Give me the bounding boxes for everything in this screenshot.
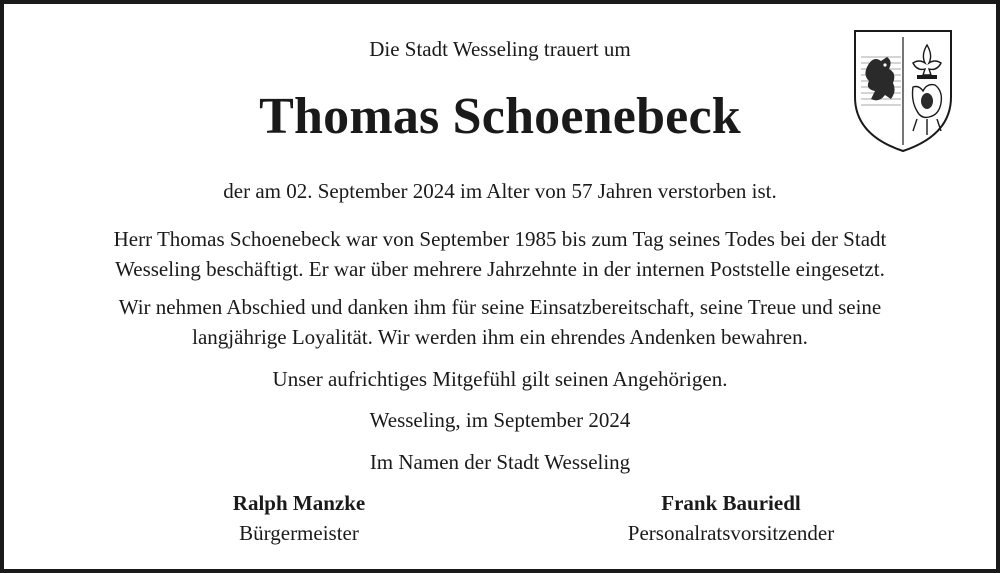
sympathy-line: Unser aufrichtiges Mitgefühl gilt seinen Angehörigen. [272,367,728,391]
paragraph-employment-line-2: Wesseling beschäftigt. Er war über mehrere Jahrzehnte in der internen Poststelle eingesetzt. [115,257,885,281]
signatory-name: Frank Bauriedl [661,491,801,515]
deceased-name: Thomas Schoenebeck [259,88,741,145]
signatory-title: Personalratsvorsitzender [627,521,835,545]
signatory-council-chair [581,488,881,548]
death-date-line: der am 02. September 2024 im Alter von 57 Jahren verstorben ist. [223,179,777,203]
place-date-line: Wesseling, im September 2024 [369,408,631,432]
signatory-name: Ralph Manzke [232,491,366,515]
coat-of-arms-icon [851,27,955,155]
on-behalf-line: Im Namen der Stadt Wesseling [369,450,631,474]
signatory-title: Bürgermeister [239,521,359,545]
paragraph-employment-line-1: Herr Thomas Schoenebeck war von September 1985 bis zum Tag seines Todes bei der Stadt [113,227,887,251]
paragraph-farewell-line-2: langjährige Loyalität. Wir werden ihm ein ehrendes Andenken bewahren. [192,325,808,349]
paragraph-farewell-line-1: Wir nehmen Abschied und danken ihm für seine Einsatzbereitschaft, seine Treue und seine [118,295,882,319]
intro-line: Die Stadt Wesseling trauert um [369,37,631,61]
signatory-mayor [149,488,449,548]
